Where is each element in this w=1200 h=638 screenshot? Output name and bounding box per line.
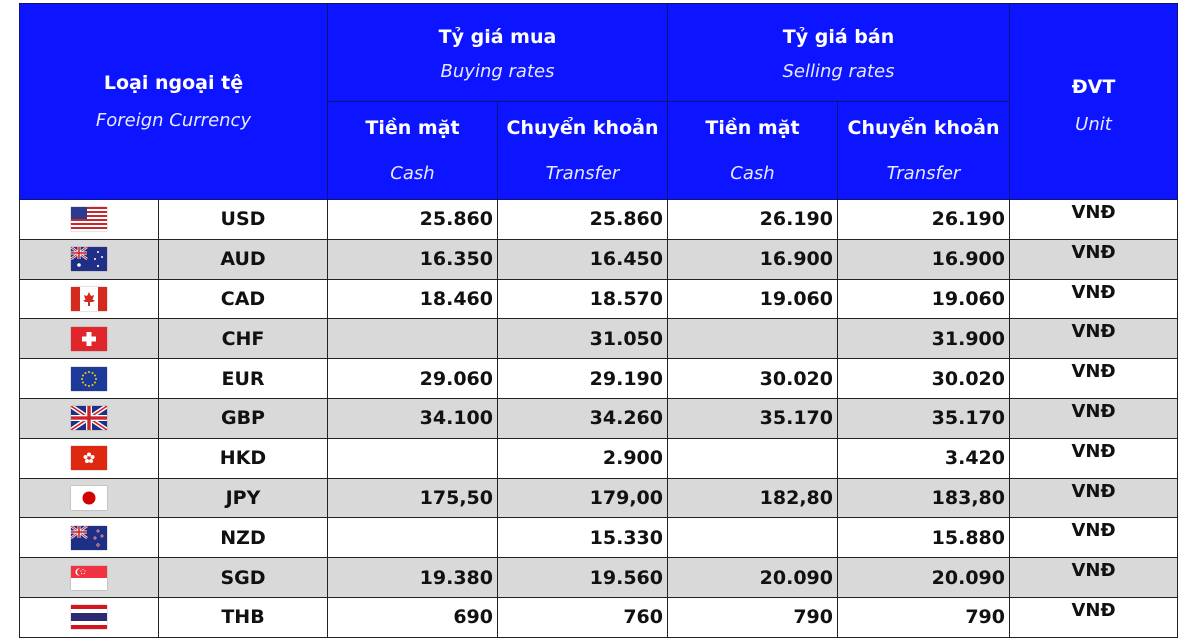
sell-cash-value: 35.170	[668, 398, 838, 438]
sell-cash-value: 20.090	[668, 558, 838, 598]
buy-cash-value: 25.860	[328, 200, 498, 240]
unit-header	[1010, 4, 1178, 200]
sell-cash-en: Cash	[730, 162, 775, 184]
jp-flag-icon	[71, 486, 107, 510]
flag-cell	[20, 398, 159, 438]
sell-cash-value	[668, 319, 838, 359]
flag-cell	[20, 478, 159, 518]
buy-cash-value: 16.350	[328, 239, 498, 279]
buy-transfer-value: 2.900	[498, 438, 668, 478]
sell-cash-vi: Tiền mặt	[705, 116, 800, 139]
unit-value: VNĐ	[1010, 438, 1178, 478]
currency-code: NZD	[159, 518, 328, 558]
sell-cash-value: 16.900	[668, 239, 838, 279]
table-row	[20, 438, 1178, 478]
sell-transfer-value: 30.020	[838, 359, 1010, 399]
table-row	[20, 319, 1178, 359]
currency-code: SGD	[159, 558, 328, 598]
unit-value: VNĐ	[1010, 279, 1178, 319]
buy-cash-value: 29.060	[328, 359, 498, 399]
buy-transfer-value: 15.330	[498, 518, 668, 558]
unit-value: VNĐ	[1010, 359, 1178, 399]
currency-header-en: Foreign Currency	[95, 110, 252, 131]
currency-code: HKD	[159, 438, 328, 478]
flag-cell	[20, 518, 159, 558]
currency-header	[20, 4, 328, 200]
au-flag-icon	[71, 247, 107, 271]
sell-transfer-value: 35.170	[838, 398, 1010, 438]
buy-transfer-value: 760	[498, 597, 668, 637]
currency-header-vi: Loại ngoại tệ	[103, 72, 244, 94]
unit-header-vi: ĐVT	[1071, 76, 1116, 98]
buy-transfer-en: Transfer	[545, 162, 620, 184]
table-row	[20, 398, 1178, 438]
sell-transfer-header	[838, 102, 1010, 200]
unit-header-en: Unit	[1075, 114, 1112, 135]
buy-cash-value	[328, 438, 498, 478]
table-row	[20, 239, 1178, 279]
currency-code: USD	[159, 200, 328, 240]
sell-transfer-value: 19.060	[838, 279, 1010, 319]
flag-cell	[20, 597, 159, 637]
sell-transfer-value: 16.900	[838, 239, 1010, 279]
sell-cash-value: 790	[668, 597, 838, 637]
buy-cash-value: 19.380	[328, 558, 498, 598]
unit-value: VNĐ	[1010, 597, 1178, 637]
selling-rates-en: Selling rates	[782, 60, 895, 82]
flag-cell	[20, 279, 159, 319]
sg-flag-icon	[71, 566, 107, 590]
buy-transfer-value: 16.450	[498, 239, 668, 279]
ca-flag-icon	[71, 287, 107, 311]
sell-transfer-value: 790	[838, 597, 1010, 637]
hk-flag-icon	[71, 446, 107, 470]
currency-code: EUR	[159, 359, 328, 399]
table-row	[20, 478, 1178, 518]
sell-transfer-en: Transfer	[886, 162, 961, 184]
buying-rates-header	[328, 4, 668, 102]
buy-transfer-header	[498, 102, 668, 200]
th-flag-icon	[71, 605, 107, 629]
table-row	[20, 359, 1178, 399]
buy-transfer-value: 19.560	[498, 558, 668, 598]
eu-flag-icon	[71, 367, 107, 391]
sell-cash-value: 19.060	[668, 279, 838, 319]
unit-value: VNĐ	[1010, 518, 1178, 558]
unit-value: VNĐ	[1010, 200, 1178, 240]
table-row	[20, 597, 1178, 637]
buy-cash-value	[328, 319, 498, 359]
currency-code: JPY	[159, 478, 328, 518]
flag-cell	[20, 319, 159, 359]
sell-transfer-value: 3.420	[838, 438, 1010, 478]
flag-cell	[20, 359, 159, 399]
buy-cash-value: 175,50	[328, 478, 498, 518]
sell-cash-header	[668, 102, 838, 200]
buy-cash-value	[328, 518, 498, 558]
currency-code: AUD	[159, 239, 328, 279]
sell-cash-value: 182,80	[668, 478, 838, 518]
unit-value: VNĐ	[1010, 558, 1178, 598]
sell-cash-value: 30.020	[668, 359, 838, 399]
buy-transfer-value: 18.570	[498, 279, 668, 319]
currency-code: CHF	[159, 319, 328, 359]
buy-transfer-value: 179,00	[498, 478, 668, 518]
buy-cash-vi: Tiền mặt	[365, 116, 460, 139]
buy-transfer-vi: Chuyển khoản	[506, 116, 659, 139]
buy-cash-value: 18.460	[328, 279, 498, 319]
ch-flag-icon	[71, 327, 107, 351]
sell-transfer-value: 26.190	[838, 200, 1010, 240]
flag-cell	[20, 558, 159, 598]
buy-transfer-value: 31.050	[498, 319, 668, 359]
buy-transfer-value: 29.190	[498, 359, 668, 399]
table-row	[20, 200, 1178, 240]
flag-cell	[20, 200, 159, 240]
buy-cash-value: 34.100	[328, 398, 498, 438]
buying-rates-en: Buying rates	[440, 60, 555, 82]
sell-transfer-value: 183,80	[838, 478, 1010, 518]
buy-transfer-value: 25.860	[498, 200, 668, 240]
buy-cash-header	[328, 102, 498, 200]
sell-cash-value	[668, 518, 838, 558]
currency-code: THB	[159, 597, 328, 637]
flag-cell	[20, 239, 159, 279]
buy-cash-value: 690	[328, 597, 498, 637]
buy-transfer-value: 34.260	[498, 398, 668, 438]
unit-value: VNĐ	[1010, 478, 1178, 518]
table-row	[20, 518, 1178, 558]
nz-flag-icon	[71, 526, 107, 550]
gb-flag-icon	[71, 406, 107, 430]
sell-transfer-vi: Chuyển khoản	[847, 116, 1000, 139]
sell-cash-value	[668, 438, 838, 478]
buy-cash-en: Cash	[390, 162, 435, 184]
flag-cell	[20, 438, 159, 478]
exchange-rate-table-wrapper	[19, 3, 1177, 638]
exchange-rate-table	[19, 3, 1178, 638]
sell-transfer-value: 15.880	[838, 518, 1010, 558]
unit-value: VNĐ	[1010, 398, 1178, 438]
sell-transfer-value: 31.900	[838, 319, 1010, 359]
selling-rates-vi: Tỷ giá bán	[782, 25, 895, 48]
unit-value: VNĐ	[1010, 239, 1178, 279]
currency-code: GBP	[159, 398, 328, 438]
buying-rates-vi: Tỷ giá mua	[438, 25, 557, 48]
unit-value: VNĐ	[1010, 319, 1178, 359]
us-flag-icon	[71, 207, 107, 231]
table-row	[20, 279, 1178, 319]
currency-code: CAD	[159, 279, 328, 319]
sell-transfer-value: 20.090	[838, 558, 1010, 598]
selling-rates-header	[668, 4, 1010, 102]
table-row	[20, 558, 1178, 598]
sell-cash-value: 26.190	[668, 200, 838, 240]
